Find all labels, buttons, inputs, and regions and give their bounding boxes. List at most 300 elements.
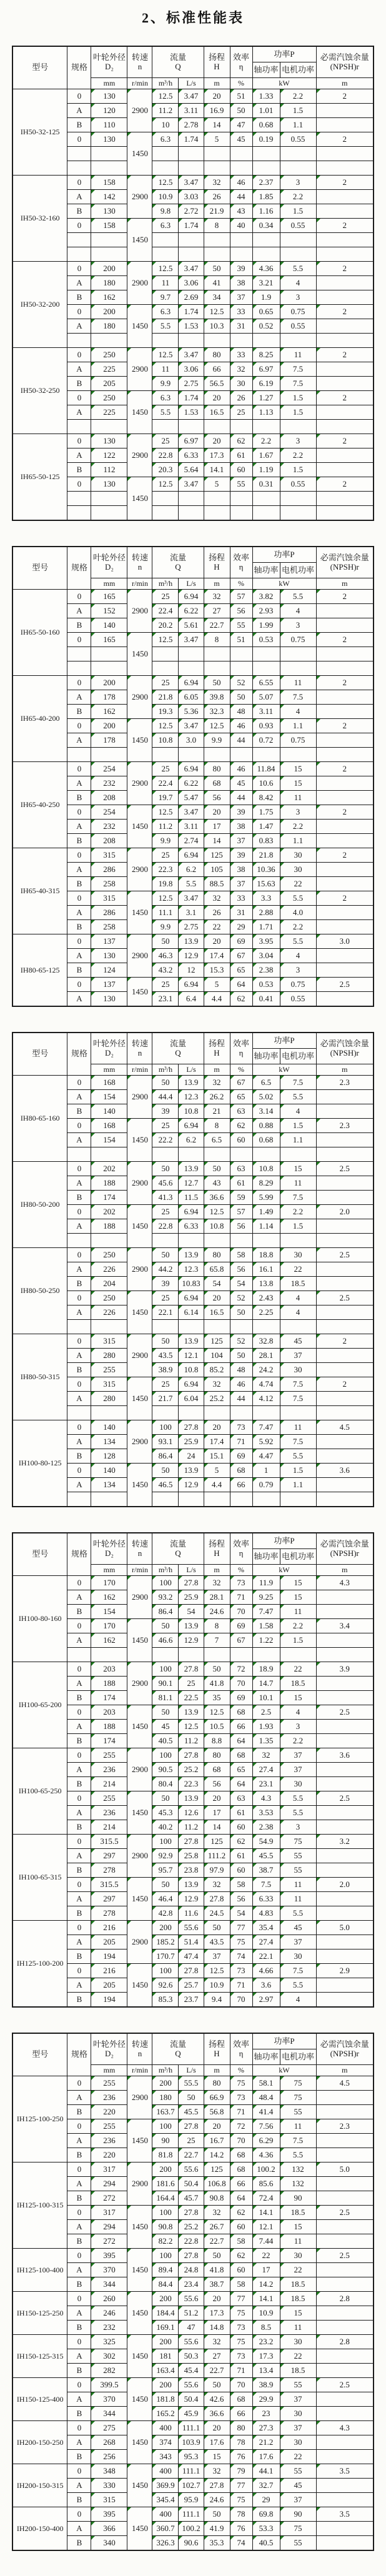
model-name: IH50-32-125 [12,89,67,176]
unit-rpm: r/min [127,2065,152,2076]
cell-spec: 0 [67,2206,91,2220]
cell-spec: B [67,1906,91,1921]
cell-motor-power [316,1406,374,1420]
cell-efficiency: 72.4 [252,2191,280,2206]
cell-shaft-power: 7.5 [280,690,316,705]
cell-d2: 25 [152,590,179,604]
cell-spec: 0 [67,848,91,863]
cell-shaft-power: 22 [280,877,316,891]
cell-shaft-power: 55 [280,2378,316,2392]
cell-d2: 232 [91,820,127,834]
cell-d2: 214 [91,1820,127,1835]
cell-efficiency: 5.02 [252,1090,280,1104]
cell-d2: 100 [152,1420,179,1435]
model-name: IH125-100-200 [12,1921,67,2008]
cell-efficiency: 4.66 [252,1964,280,1978]
cell-motor-power: 2.5 [316,1705,374,1720]
header-flow: 流量 Q [152,46,204,78]
cell-flow-m3h: 55.6 [179,1921,204,1935]
cell-d2: 11.2 [152,104,179,118]
header-efficiency: 效率 η [230,46,252,78]
cell-flow-m3h: 6.94 [179,1205,204,1219]
cell-d2: 255 [91,1791,127,1806]
cell-efficiency: 2.5 [252,1705,280,1720]
cell-speed: 1450 [127,391,152,434]
cell-head: 46 [230,1377,252,1392]
cell-flow-ls: 14 [204,1820,230,1835]
header-speed: 转速 n [127,547,152,578]
cell-motor-power [316,1863,374,1878]
cell-speed: 1450 [127,805,152,848]
cell-d2: 315 [91,1334,127,1349]
cell-motor-power [316,463,374,477]
cell-flow-m3h: 25.8 [179,1849,204,1863]
cell-flow-m3h: 5.36 [179,705,204,719]
cell-d2: 168 [91,1076,127,1090]
cell-efficiency: 10.8 [252,1162,280,1176]
cell-spec [67,647,91,661]
header-spec: 规格 [67,1533,91,1576]
cell-flow-ls: 80 [204,1748,230,1763]
cell-efficiency [252,492,280,506]
cell-d2: 12.5 [152,633,179,647]
cell-flow-ls: 32 [204,1076,230,1090]
cell-shaft-power: 7.5 [280,1076,316,1090]
cell-d2: 344 [91,2277,127,2292]
cell-d2: 188 [91,1677,127,1691]
cell-shaft-power [280,147,316,161]
cell-head: 71 [230,2105,252,2119]
unit-m3h: m³/h [152,1565,179,1576]
model-name: IH100-80-125 [12,1420,67,1507]
cell-spec: B [67,2493,91,2507]
cell-d2: 250 [91,391,127,405]
cell-shaft-power [280,661,316,676]
cell-spec: 0 [67,719,91,733]
cell-shaft-power: 37 [280,1763,316,1777]
model-name: IH65-40-250 [12,762,67,848]
cell-flow-ls: 125 [204,848,230,863]
cell-d2: 25 [152,1119,179,1133]
cell-head: 68 [230,2148,252,2162]
cell-flow-m3h: 6.05 [179,690,204,705]
cell-flow-m3h: 5.64 [179,463,204,477]
cell-spec: 0 [67,477,91,492]
cell-flow-ls: 37 [204,1949,230,1964]
cell-d2: 11.1 [152,906,179,920]
cell-efficiency: 3.53 [252,1806,280,1820]
cell-spec: A [67,2177,91,2191]
cell-flow-m3h [179,661,204,676]
cell-motor-power [316,1363,374,1377]
cell-motor-power [316,705,374,719]
cell-head: 78 [230,2507,252,2522]
cell-d2 [91,147,127,161]
cell-shaft-power [280,161,316,176]
cell-flow-ls: 50 [204,1921,230,1935]
cell-d2: 130 [91,992,127,1007]
cell-motor-power [316,420,374,434]
cell-flow-ls: 36.6 [204,2407,230,2421]
cell-spec: B [67,204,91,219]
cell-shaft-power: 7.5 [280,1435,316,1449]
cell-head: 46 [230,762,252,776]
header-npsh: 必需汽蚀余量 (NPSH)r [316,547,374,578]
cell-head: 75 [230,2493,252,2507]
cell-d2: 12.5 [152,805,179,820]
unit-ls: L/s [179,2065,204,2076]
cell-motor-power: 2 [316,89,374,104]
cell-d2: 130 [91,89,127,104]
cell-d2: 100 [152,2249,179,2263]
unit-m: m [204,578,230,590]
unit-rpm: r/min [127,1565,152,1576]
cell-spec: A [67,1305,91,1320]
cell-flow-ls: 32.3 [204,705,230,719]
cell-spec: B [67,2277,91,2292]
cell-flow-ls: 22 [204,920,230,934]
cell-efficiency: 69.8 [252,2507,280,2522]
cell-shaft-power: 1.5 [280,104,316,118]
cell-d2: 46.5 [152,1478,179,1492]
cell-flow-m3h: 3.1 [179,906,204,920]
cell-head: 76 [230,2522,252,2536]
cell-d2: 395 [91,2249,127,2263]
cell-efficiency: 5.92 [252,1435,280,1449]
cell-flow-ls: 50 [204,1162,230,1176]
cell-speed: 1450 [127,219,152,262]
cell-shaft-power: 37 [280,1748,316,1763]
model-name: IH200-150-315 [12,2464,67,2507]
cell-motor-power [316,161,374,176]
cell-flow-ls: 20 [204,805,230,820]
cell-d2: 165 [91,633,127,647]
cell-motor-power [316,405,374,420]
cell-spec: 0 [67,1705,91,1720]
cell-spec: B [67,1820,91,1835]
cell-flow-m3h: 6.94 [179,978,204,992]
cell-shaft-power: 22 [280,1662,316,1677]
cell-d2: 50 [152,1619,179,1633]
cell-d2 [152,1492,179,1507]
cell-flow-m3h: 27.8 [179,1576,204,1590]
cell-d2: 12.5 [152,89,179,104]
cell-d2: 90 [152,2134,179,2148]
table-row [12,2162,374,2177]
table-row [12,89,374,104]
cell-d2 [91,247,127,262]
cell-d2: 162 [91,1590,127,1605]
cell-d2: 42.8 [152,1906,179,1921]
cell-d2: 22.1 [152,1305,179,1320]
cell-shaft-power: 1.1 [280,1478,316,1492]
cell-flow-m3h: 6.94 [179,590,204,604]
cell-d2 [152,1320,179,1334]
cell-shaft-power: 30 [280,1248,316,1262]
cell-spec: 0 [67,676,91,690]
header-shaft-power: 轴功率 [252,1049,280,1064]
cell-spec: B [67,1777,91,1791]
cell-d2: 11 [152,276,179,290]
cell-motor-power [316,877,374,891]
cell-efficiency: 9.25 [252,1590,280,1605]
cell-speed: 2900 [127,676,152,719]
cell-d2: 10 [152,118,179,132]
cell-efficiency: 7.44 [252,2234,280,2249]
cell-spec: 0 [67,132,91,147]
performance-table-1 [12,46,374,521]
cell-spec: 0 [67,2421,91,2435]
cell-flow-ls: 16.9 [204,104,230,118]
cell-flow-m3h: 12.9 [179,1892,204,1906]
cell-efficiency: 21.8 [252,848,280,863]
cell-motor-power [316,2392,374,2407]
cell-d2: 400 [152,2507,179,2522]
header-power: 功率P [252,547,316,563]
cell-shaft-power [280,1492,316,1507]
cell-shaft-power [280,1648,316,1662]
cell-flow-ls: 26.2 [204,1090,230,1104]
unit-rpm: r/min [127,1064,152,1076]
cell-speed: 2900 [127,1162,152,1205]
cell-efficiency: 1.58 [252,1619,280,1633]
header-speed: 转速 n [127,1533,152,1565]
cell-flow-m3h: 6.2 [179,863,204,877]
cell-flow-m3h: 2.74 [179,834,204,848]
unit-m3h: m³/h [152,78,179,89]
cell-flow-ls: 15.3 [204,963,230,978]
cell-motor-power [316,1305,374,1320]
cell-flow-ls: 7 [204,1633,230,1648]
cell-flow-m3h: 47.4 [179,1949,204,1964]
cell-motor-power: 3.4 [316,1619,374,1633]
cell-head: 70 [230,1605,252,1619]
cell-head: 29 [230,920,252,934]
cell-flow-ls: 20 [204,1291,230,1305]
cell-d2: 326.3 [152,2536,179,2551]
cell-d2: 250 [91,348,127,362]
cell-head: 75 [230,1935,252,1949]
cell-motor-power [316,1590,374,1605]
cell-head: 37 [230,290,252,305]
table-row [12,2335,374,2349]
cell-d2: 9.8 [152,204,179,219]
cell-motor-power: 2 [316,348,374,362]
cell-shaft-power: 30 [280,2335,316,2349]
cell-speed: 2900 [127,434,152,477]
cell-motor-power: 3.6 [316,1748,374,1763]
cell-d2: 154 [91,1133,127,1147]
model-name: IH50-32-160 [12,176,67,262]
cell-head: 76 [230,2450,252,2464]
cell-shaft-power: 132 [280,2162,316,2177]
cell-head: 48 [230,705,252,719]
cell-flow-m3h: 55.6 [179,2378,204,2392]
cell-head: 64 [230,1734,252,1748]
unit-m: m [204,1064,230,1076]
cell-motor-power: 3.9 [316,1662,374,1677]
cell-d2: 258 [91,920,127,934]
cell-d2: 168 [91,1119,127,1133]
cell-d2: 317 [91,2162,127,2177]
cell-spec [67,334,91,348]
cell-d2: 46.6 [152,1633,179,1648]
cell-efficiency: 4.47 [252,1449,280,1464]
cell-d2: 84.4 [152,2277,179,2292]
cell-flow-m3h: 6.94 [179,676,204,690]
performance-tables [0,46,386,2551]
cell-d2: 204 [91,1277,127,1291]
cell-flow-m3h: 22.3 [179,1777,204,1791]
cell-shaft-power: 30 [280,2435,316,2450]
cell-shaft-power: 5.5 [280,1449,316,1464]
cell-flow-m3h: 5.47 [179,791,204,805]
cell-efficiency: 7.56 [252,2119,280,2134]
cell-head: 74 [230,1949,252,1964]
cell-speed: 2900 [127,1576,152,1619]
cell-efficiency: 85.6 [252,2177,280,2191]
cell-head: 69 [230,1691,252,1705]
cell-shaft-power: 18.5 [280,2292,316,2306]
cell-head: 51 [230,633,252,647]
cell-d2: 399.5 [91,2378,127,2392]
header-spec: 规格 [67,1033,91,1076]
cell-shaft-power: 4.0 [280,906,316,920]
cell-d2: 250 [91,1248,127,1262]
cell-spec: A [67,820,91,834]
cell-flow-m3h: 111.1 [179,2464,204,2479]
cell-d2 [91,647,127,661]
cell-d2 [91,1320,127,1334]
cell-d2: 315.5 [91,1878,127,1892]
cell-shaft-power: 5.5 [280,1978,316,1993]
cell-motor-power: 2 [316,219,374,233]
cell-d2: 188 [91,1176,127,1191]
cell-motor-power: 2.5 [316,1291,374,1305]
cell-d2: 50 [152,934,179,949]
cell-shaft-power [280,506,316,521]
cell-head [230,161,252,176]
cell-d2: 110 [91,118,127,132]
cell-shaft-power: 3 [280,1820,316,1835]
table-row [12,2378,374,2392]
cell-d2: 46.3 [152,949,179,963]
cell-motor-power [316,2435,374,2450]
cell-flow-ls: 105 [204,863,230,877]
cell-efficiency: 27.4 [252,1763,280,1777]
cell-head: 38 [230,863,252,877]
cell-spec: A [67,2522,91,2536]
header-head: 扬程 H [204,1533,230,1565]
cell-shaft-power: 22 [280,1262,316,1277]
cell-flow-ls: 80 [204,348,230,362]
cell-efficiency: 0.93 [252,719,280,733]
cell-d2: 294 [91,2177,127,2191]
cell-speed: 1450 [127,2421,152,2464]
cell-head: 69 [230,934,252,949]
cell-flow-m3h: 6.22 [179,604,204,618]
cell-spec: 0 [67,2378,91,2392]
page-title: 2、标准性能表 [141,10,244,26]
cell-flow-m3h: 1.74 [179,132,204,147]
cell-head [230,147,252,161]
cell-flow-ls [204,334,230,348]
cell-spec: 0 [67,1377,91,1392]
cell-head: 68 [230,1705,252,1720]
cell-d2: 25 [152,1377,179,1392]
cell-flow-m3h: 25 [179,2134,204,2148]
cell-efficiency: 32.7 [252,2479,280,2493]
cell-flow-ls [204,1492,230,1507]
table-row [12,348,374,362]
table-row [12,2292,374,2306]
cell-shaft-power: 30 [280,2407,316,2421]
model-name: IH100-65-200 [12,1662,67,1748]
cell-head [230,1147,252,1162]
cell-flow-m3h [179,161,204,176]
cell-speed: 1450 [127,1791,152,1835]
cell-d2: 180 [152,2091,179,2105]
cell-efficiency: 10.1 [252,1691,280,1705]
cell-spec: A [67,1262,91,1277]
header-impeller-diameter: 叶轮外径 D₂ [91,46,127,78]
cell-efficiency: 3.04 [252,949,280,963]
cell-flow-m3h: 1.74 [179,305,204,319]
cell-flow-m3h: 3.11 [179,820,204,834]
cell-shaft-power: 2.2 [280,920,316,934]
cell-d2: 22.2 [152,1133,179,1147]
cell-d2: 294 [91,2220,127,2234]
cell-efficiency: 1.16 [252,204,280,219]
unit-rpm: r/min [127,78,152,89]
cell-motor-power [316,1777,374,1791]
cell-motor-power [316,776,374,791]
model-name: IH100-65-315 [12,1835,67,1921]
cell-motor-power: 4.5 [316,2076,374,2091]
cell-speed: 2900 [127,1662,152,1705]
cell-efficiency: 38.9 [252,2378,280,2392]
cell-d2: 158 [91,219,127,233]
cell-flow-ls: 66.9 [204,2091,230,2105]
unit-mm: mm [91,578,127,590]
cell-flow-ls: 20 [204,1420,230,1435]
cell-flow-ls: 38.7 [204,2277,230,2292]
cell-shaft-power: 4 [280,1705,316,1720]
unit-m: m [204,1565,230,1576]
cell-d2: 142 [91,190,127,204]
cell-flow-ls: 36.6 [204,1191,230,1205]
cell-spec: B [67,1949,91,1964]
cell-spec: B [67,834,91,848]
cell-shaft-power: 37 [280,1935,316,1949]
header-spec: 规格 [67,547,91,590]
cell-motor-power [316,1691,374,1705]
cell-speed: 1450 [127,1705,152,1748]
unit-mm: mm [91,1565,127,1576]
cell-d2: 25 [152,676,179,690]
cell-motor-power [316,276,374,290]
cell-efficiency: 4.36 [252,262,280,276]
cell-d2: 154 [91,1605,127,1619]
header-shaft-power: 轴功率 [252,2049,280,2065]
cell-d2: 200 [91,676,127,690]
cell-shaft-power: 1.5 [280,405,316,420]
cell-efficiency: 48.4 [252,2091,280,2105]
cell-flow-ls: 32 [204,1878,230,1892]
header-spec: 规格 [67,2033,91,2076]
cell-spec: B [67,1191,91,1205]
cell-spec: B [67,2364,91,2378]
